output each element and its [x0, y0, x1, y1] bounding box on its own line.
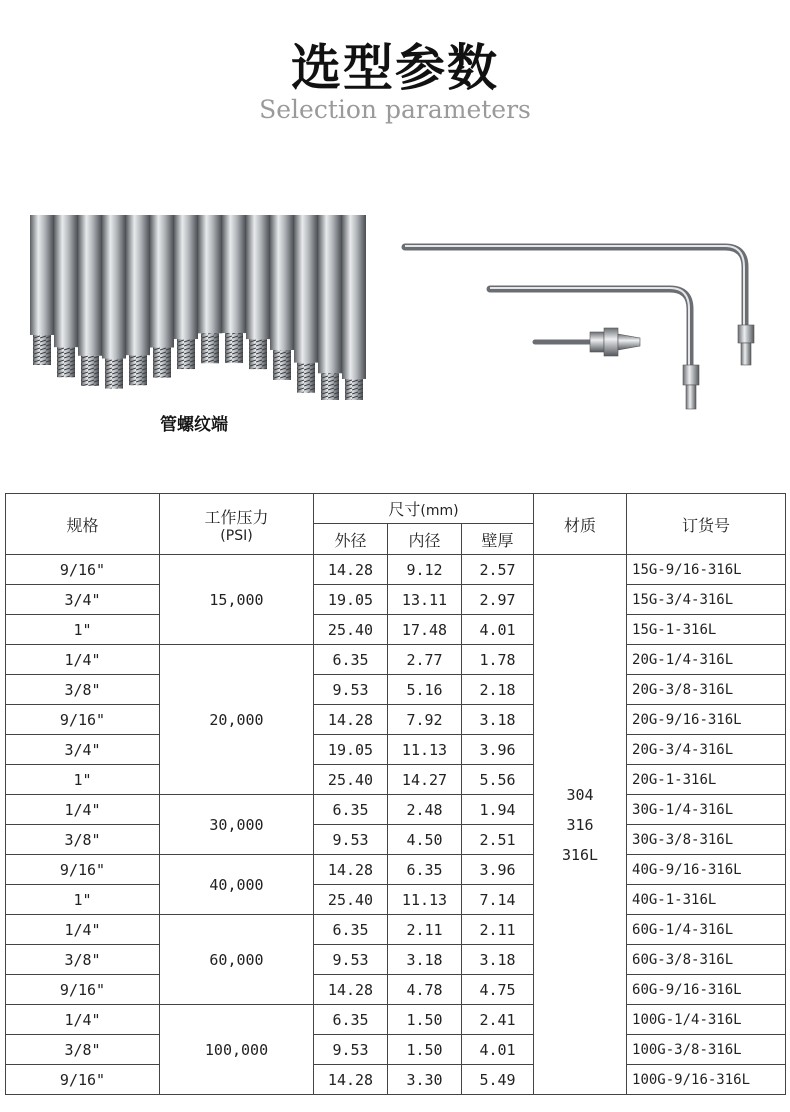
table-row	[6, 765, 786, 795]
cell-spec: 1"	[6, 765, 160, 795]
cell-spec: 3/4"	[6, 585, 160, 615]
cell-id: 1.50	[388, 1005, 462, 1035]
cell-id: 3.30	[388, 1065, 462, 1095]
cell-od: 14.28	[314, 975, 388, 1005]
table-row	[6, 645, 786, 675]
cell-wall: 2.97	[462, 585, 534, 615]
cell-pressure: 15,000	[160, 555, 314, 645]
cell-od: 14.28	[314, 555, 388, 585]
cell-order: 20G-1/4-316L	[627, 645, 786, 675]
cell-pressure: 40,000	[160, 855, 314, 915]
cell-spec: 1/4"	[6, 915, 160, 945]
cell-id: 13.11	[388, 585, 462, 615]
cell-id: 17.48	[388, 615, 462, 645]
header-material: 材质	[534, 494, 627, 555]
cell-od: 9.53	[314, 675, 388, 705]
cell-id: 4.50	[388, 825, 462, 855]
table-header-row	[6, 494, 786, 524]
cell-wall: 3.18	[462, 945, 534, 975]
cell-id: 5.16	[388, 675, 462, 705]
header-spec: 规格	[6, 494, 160, 555]
cell-od: 14.28	[314, 1065, 388, 1095]
cell-od: 6.35	[314, 795, 388, 825]
threaded-tube-ends-photo	[28, 215, 370, 400]
cell-wall: 2.57	[462, 555, 534, 585]
cell-order: 15G-3/4-316L	[627, 585, 786, 615]
table-row	[6, 975, 786, 1005]
cell-material	[534, 555, 627, 1095]
cell-od: 14.28	[314, 855, 388, 885]
cell-order: 40G-9/16-316L	[627, 855, 786, 885]
cell-pressure: 100,000	[160, 1005, 314, 1095]
cell-od: 9.53	[314, 1035, 388, 1065]
cell-od: 6.35	[314, 915, 388, 945]
cell-wall: 1.78	[462, 645, 534, 675]
cell-spec: 3/8"	[6, 1035, 160, 1065]
cell-id: 7.92	[388, 705, 462, 735]
cell-pressure: 20,000	[160, 645, 314, 795]
cell-wall: 2.18	[462, 675, 534, 705]
cell-id: 2.48	[388, 795, 462, 825]
header-size-unit: (mm)	[420, 503, 459, 519]
cell-id: 11.13	[388, 735, 462, 765]
cell-wall: 4.01	[462, 615, 534, 645]
cell-id: 14.27	[388, 765, 462, 795]
header-pressure-unit: (PSI)	[220, 527, 253, 544]
cell-wall: 7.14	[462, 885, 534, 915]
cell-pressure: 60,000	[160, 915, 314, 1005]
cell-spec: 3/8"	[6, 945, 160, 975]
header-pressure-label: 工作压力	[204, 507, 269, 527]
cell-wall: 3.18	[462, 705, 534, 735]
table-row	[6, 1035, 786, 1065]
table-row	[6, 945, 786, 975]
table-row	[6, 555, 786, 585]
cell-order: 60G-3/8-316L	[627, 945, 786, 975]
table-row	[6, 1005, 786, 1035]
table-row	[6, 795, 786, 825]
cell-od: 6.35	[314, 1005, 388, 1035]
cell-order: 100G-3/8-316L	[627, 1035, 786, 1065]
cell-order: 20G-3/4-316L	[627, 735, 786, 765]
cell-od: 9.53	[314, 825, 388, 855]
cell-order: 30G-3/8-316L	[627, 825, 786, 855]
cell-wall: 1.94	[462, 795, 534, 825]
cell-order: 30G-1/4-316L	[627, 795, 786, 825]
cell-spec: 9/16"	[6, 1065, 160, 1095]
table-row	[6, 615, 786, 645]
cell-spec: 1/4"	[6, 1005, 160, 1035]
table-row	[6, 915, 786, 945]
cell-order: 100G-1/4-316L	[627, 1005, 786, 1035]
table-row	[6, 705, 786, 735]
cell-od: 19.05	[314, 585, 388, 615]
table-row	[6, 1065, 786, 1095]
table-row	[6, 855, 786, 885]
page-subtitle: Selection parameters	[259, 95, 531, 124]
cell-od: 25.40	[314, 885, 388, 915]
header-od: 外径	[314, 524, 388, 555]
cell-spec: 3/8"	[6, 675, 160, 705]
cell-id: 9.12	[388, 555, 462, 585]
material-item: 304	[566, 785, 594, 804]
cell-spec: 3/8"	[6, 825, 160, 855]
table-row	[6, 735, 786, 765]
cell-wall: 5.49	[462, 1065, 534, 1095]
cell-od: 6.35	[314, 645, 388, 675]
table-row	[6, 585, 786, 615]
cell-wall: 4.75	[462, 975, 534, 1005]
cell-spec: 1/4"	[6, 795, 160, 825]
cell-od: 14.28	[314, 705, 388, 735]
cell-order: 15G-1-316L	[627, 615, 786, 645]
cell-wall: 3.96	[462, 855, 534, 885]
header-id: 内径	[388, 524, 462, 555]
cell-od: 19.05	[314, 735, 388, 765]
cell-od: 25.40	[314, 765, 388, 795]
cell-wall: 2.51	[462, 825, 534, 855]
cell-wall: 2.41	[462, 1005, 534, 1035]
cell-order: 20G-1-316L	[627, 765, 786, 795]
cell-id: 2.11	[388, 915, 462, 945]
cell-id: 11.13	[388, 885, 462, 915]
page-title: 选型参数	[291, 39, 499, 97]
cell-od: 25.40	[314, 615, 388, 645]
cell-wall: 5.56	[462, 765, 534, 795]
material-item: 316L	[561, 845, 599, 864]
cell-spec: 9/16"	[6, 555, 160, 585]
cell-spec: 9/16"	[6, 705, 160, 735]
cell-id: 6.35	[388, 855, 462, 885]
table-row	[6, 825, 786, 855]
header-order: 订货号	[627, 494, 786, 555]
cell-wall: 4.01	[462, 1035, 534, 1065]
cell-order: 60G-9/16-316L	[627, 975, 786, 1005]
cell-id: 1.50	[388, 1035, 462, 1065]
header-pressure	[160, 494, 314, 555]
cell-id: 3.18	[388, 945, 462, 975]
material-item: 316	[566, 815, 594, 834]
header-size-label: 尺寸	[388, 500, 421, 519]
table-row	[6, 675, 786, 705]
table-row	[6, 885, 786, 915]
cell-spec: 9/16"	[6, 975, 160, 1005]
cell-order: 15G-9/16-316L	[627, 555, 786, 585]
cell-order: 20G-3/8-316L	[627, 675, 786, 705]
cell-od: 9.53	[314, 945, 388, 975]
cell-id: 2.77	[388, 645, 462, 675]
selection-table	[5, 493, 786, 1095]
header-wall: 壁厚	[462, 524, 534, 555]
bent-tubes-photo	[400, 222, 780, 422]
header-size	[314, 494, 534, 524]
cell-spec: 1"	[6, 615, 160, 645]
cell-order: 100G-9/16-316L	[627, 1065, 786, 1095]
cell-order: 20G-9/16-316L	[627, 705, 786, 735]
cell-spec: 1/4"	[6, 645, 160, 675]
cell-spec: 1"	[6, 885, 160, 915]
cell-order: 40G-1-316L	[627, 885, 786, 915]
cell-id: 4.78	[388, 975, 462, 1005]
cell-order: 60G-1/4-316L	[627, 915, 786, 945]
photo-caption: 管螺纹端	[160, 415, 228, 435]
cell-spec: 9/16"	[6, 855, 160, 885]
cell-pressure: 30,000	[160, 795, 314, 855]
cell-wall: 3.96	[462, 735, 534, 765]
cell-spec: 3/4"	[6, 735, 160, 765]
cell-wall: 2.11	[462, 915, 534, 945]
